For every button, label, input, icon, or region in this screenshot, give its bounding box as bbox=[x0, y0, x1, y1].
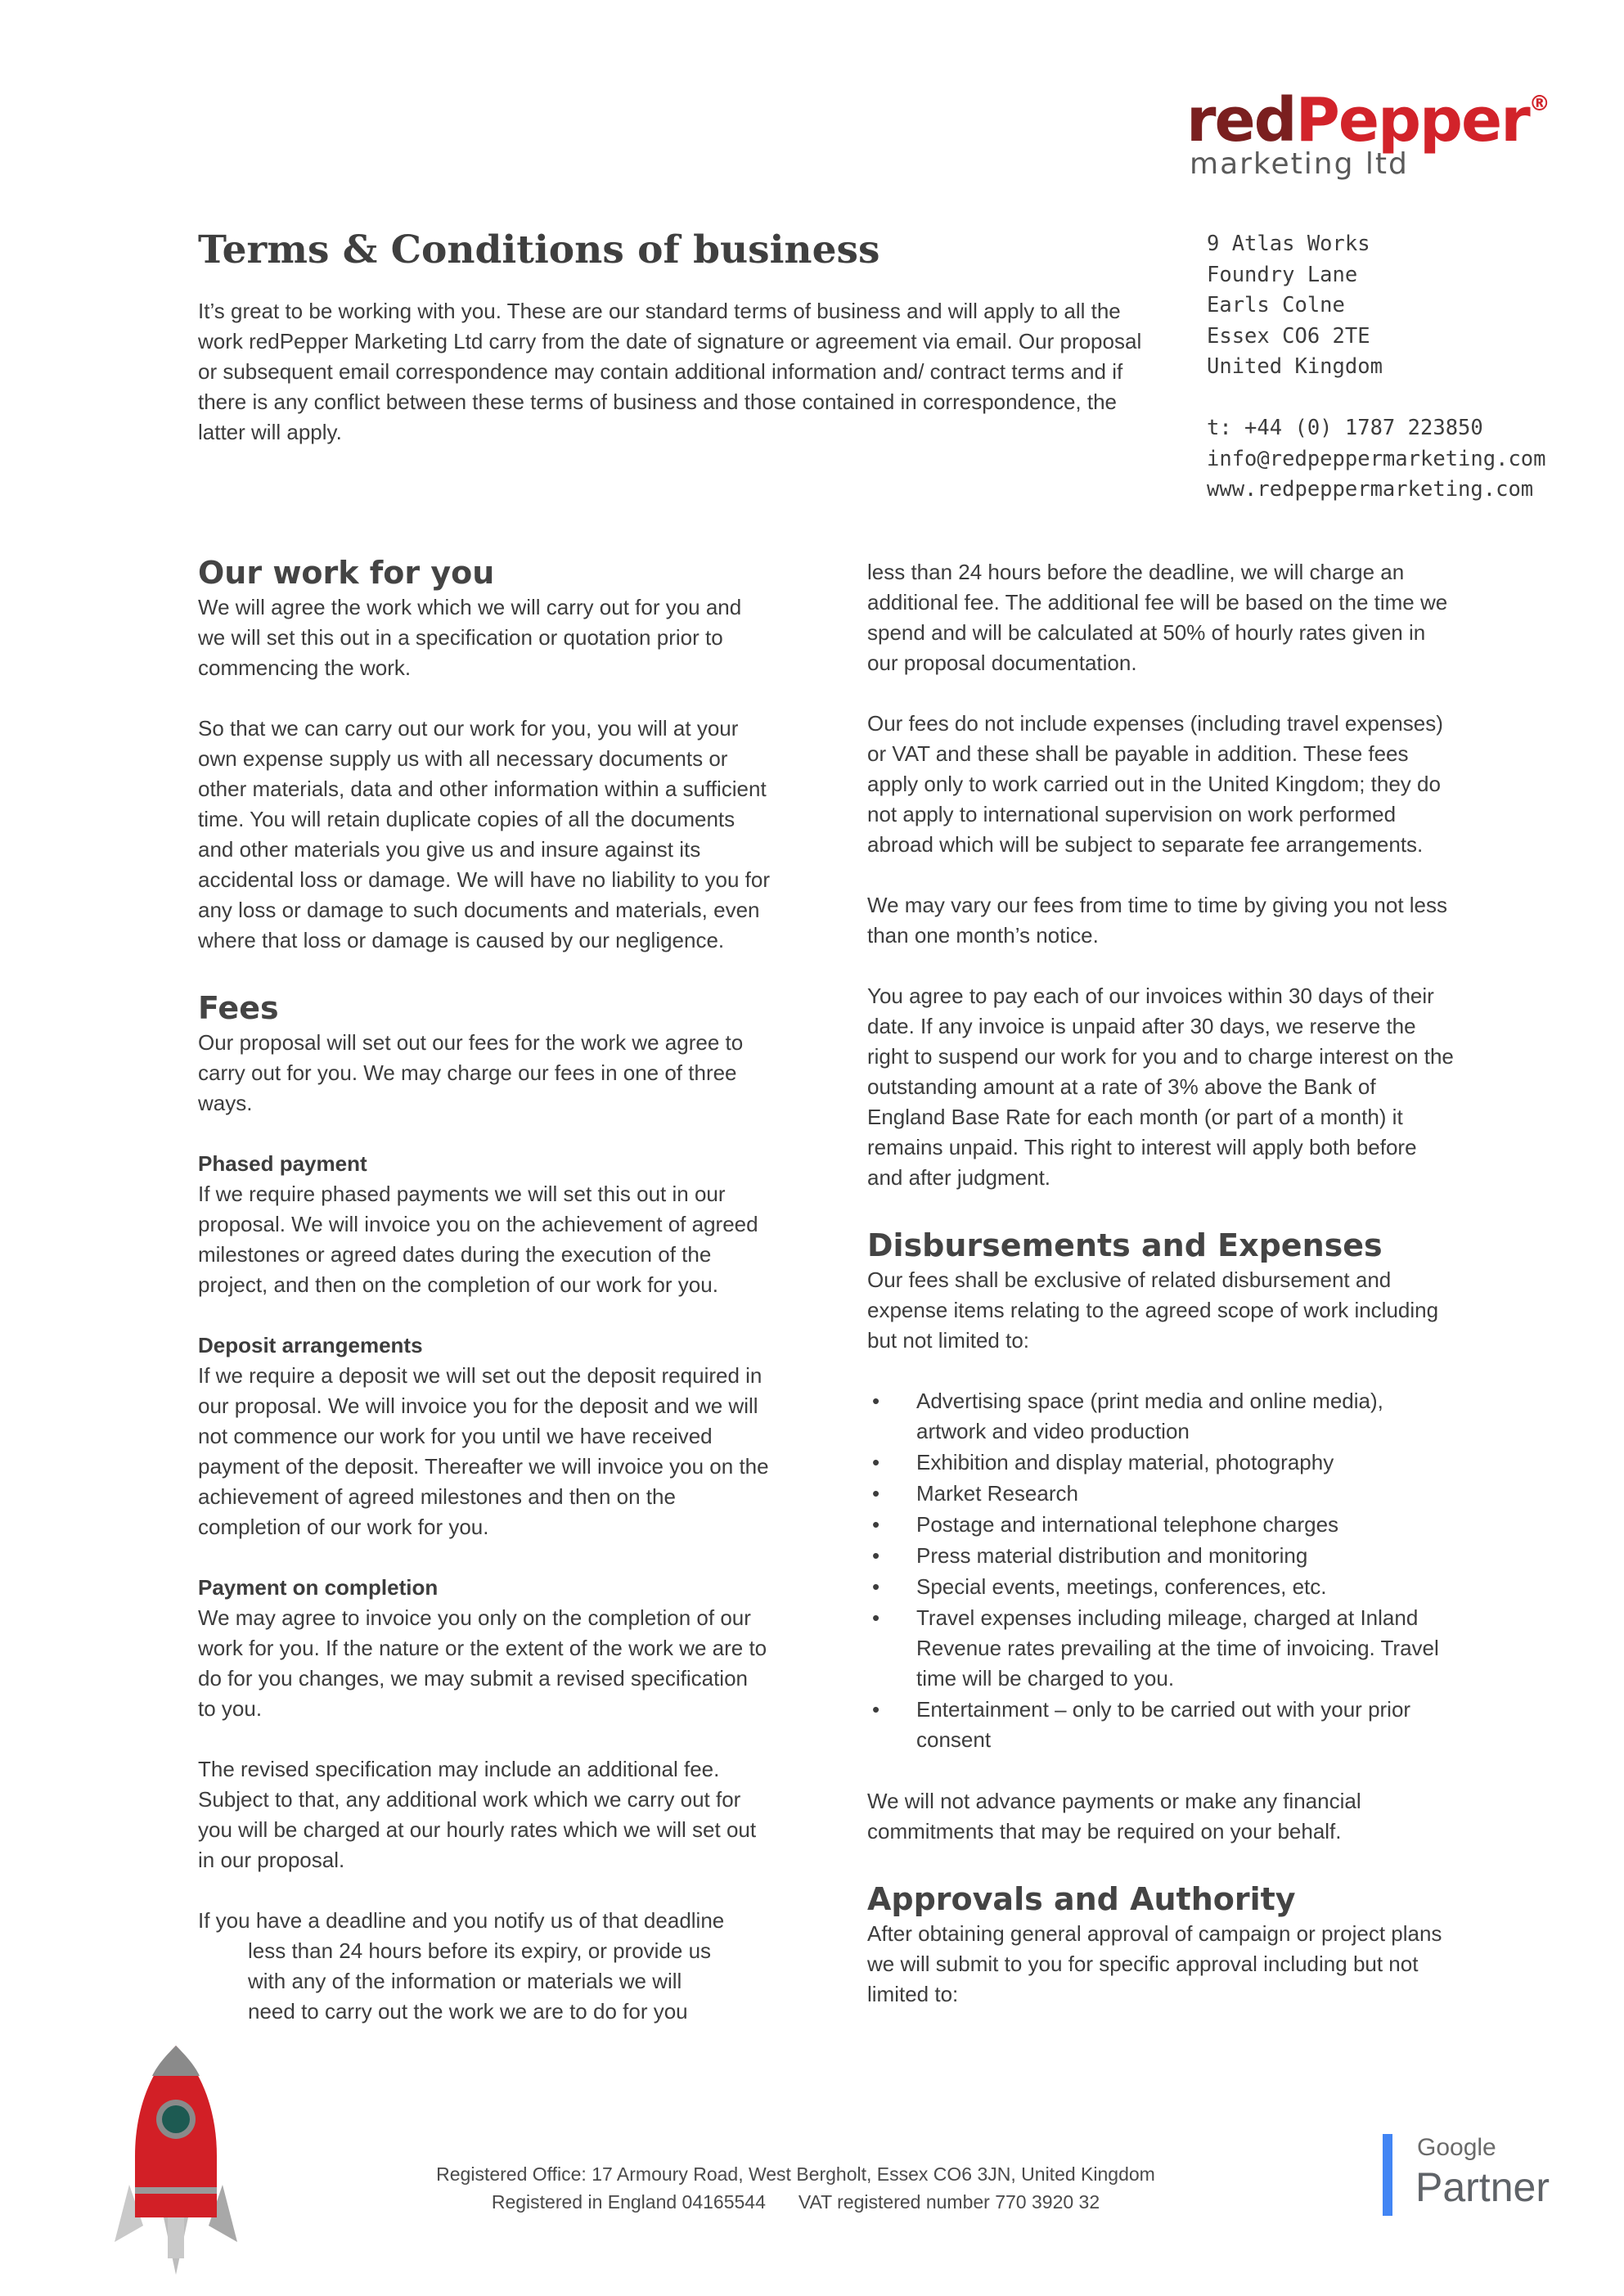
website-address: www.redpeppermarketing.com bbox=[1207, 477, 1534, 502]
registered-office: Registered Office: 17 Armoury Road, West Bergholt, Essex CO6 3JN, United Kingdom bbox=[436, 2163, 1155, 2185]
subheading-phased-payment: Phased payment bbox=[198, 1151, 367, 1176]
subheading-deposit-arrangements: Deposit arrangements bbox=[198, 1333, 423, 1357]
list-item bbox=[867, 1572, 1456, 1602]
bullet-icon: • bbox=[872, 1605, 880, 1630]
rocket-icon bbox=[115, 2042, 237, 2275]
list-item-text: Market Research bbox=[916, 1481, 1078, 1506]
section-heading-approvals: Approvals and Authority bbox=[867, 1881, 1296, 1917]
phone-number: t: +44 (0) 1787 223850 bbox=[1207, 416, 1483, 440]
company-logo bbox=[1186, 85, 1571, 188]
paragraph: You agree to pay each of our invoices within 30 days of their date. If any invoice is unpaid after 30 days, we reserve the right to suspend our work for you and to charge interest on the outstanding amount at a rate of 3% above the Bank of England Base Rate for each month (or part of a month) it remains unpaid. This right to interest will apply both before and after judgment. bbox=[867, 984, 1454, 1190]
address-line: Foundry Lane bbox=[1207, 262, 1358, 287]
section-heading-our-work: Our work for you bbox=[198, 555, 495, 591]
bullet-icon: • bbox=[872, 1481, 880, 1506]
address-line: 9 Atlas Works bbox=[1207, 232, 1370, 256]
google-partner-badge bbox=[1383, 2134, 1579, 2224]
paragraph: The revised specification may include an additional fee. Subject to that, any additional work which we carry out for you will be charged at our hourly rates which we will set out in our proposal. bbox=[198, 1757, 757, 1872]
address-line: Essex CO6 2TE bbox=[1207, 323, 1370, 349]
email-address: info@redpeppermarketing.com bbox=[1207, 446, 1546, 471]
paragraph: We will agree the work which we will carry out for you and we will set this out in a specification or quotation prior to commencing the work. bbox=[198, 595, 742, 680]
bullet-icon: • bbox=[872, 1543, 880, 1568]
paragraph: less than 24 hours before the deadline, we will charge an additional fee. The additional fee will be based on the time we spend and will be calculated at 50% of hourly rates given in our proposal documentation. bbox=[867, 560, 1448, 675]
address-block bbox=[1207, 229, 1546, 506]
footer bbox=[0, 2160, 1591, 2216]
paragraph: We may vary our fees from time to time by giving you not less than one month’s notice. bbox=[867, 893, 1448, 948]
page-title: Terms & Conditions of business bbox=[198, 227, 880, 272]
bullet-icon: • bbox=[872, 1389, 880, 1413]
list-item-text: Advertising space (print media and online media), artwork and video production bbox=[916, 1389, 1383, 1443]
bullet-icon: • bbox=[872, 1574, 880, 1599]
partner-label: Partner bbox=[1415, 2164, 1550, 2210]
list-item-text: Entertainment – only to be carried out with your prior consent bbox=[916, 1697, 1411, 1752]
paragraph: So that we can carry out our work for you, you will at your own expense supply us with all necessary documents or other materials, data and other information within a sufficient time. You will retain duplicate copies of all the documents and other materials you give us and insure against its accidental loss or damage. We will have no liability to you for any loss or damage to such documents and materials, even where that loss or damage is caused by our negligence. bbox=[198, 716, 770, 952]
google-wordmark: Google bbox=[1417, 2134, 1496, 2161]
indented-paragraph: less than 24 hours before its expiry, or provide us with any of the information or materials we will need to carry out the work we are to do for you bbox=[248, 1938, 712, 2024]
paragraph: Our proposal will set out our fees for the work we agree to carry out for you. We may charge our fees in one of three ways. bbox=[198, 1030, 744, 1115]
list-item bbox=[867, 1603, 1456, 1694]
logo-wordmark bbox=[1186, 85, 1571, 155]
list-item-text: Press material distribution and monitoring bbox=[916, 1543, 1308, 1568]
logo-registered-mark: ® bbox=[1528, 92, 1549, 116]
section-heading-disbursements: Disbursements and Expenses bbox=[867, 1227, 1383, 1263]
paragraph: We may agree to invoice you only on the completion of our work for you. If the nature or the extent of the work we are to do for you changes, we may submit a revised specification to you. bbox=[198, 1605, 767, 1721]
list-item-text: Exhibition and display material, photography bbox=[916, 1450, 1334, 1474]
vat-number: VAT registered number 770 3920 32 bbox=[798, 2191, 1100, 2213]
list-item bbox=[867, 1541, 1456, 1571]
bullet-icon: • bbox=[872, 1512, 880, 1537]
section-heading-fees: Fees bbox=[198, 990, 279, 1026]
left-column bbox=[198, 553, 771, 2027]
paragraph: Our fees do not include expenses (including travel expenses) or VAT and these shall be payable in addition. These fees apply only to work carried out in the United Kingdom; they do not apply to international supervision on work performed abroad which will be subject to separate fee arrangements. bbox=[867, 711, 1443, 857]
registration-line bbox=[0, 2188, 1591, 2216]
list-item bbox=[867, 1386, 1456, 1447]
bullet-icon: • bbox=[872, 1450, 880, 1474]
paragraph: If you have a deadline and you notify us of that deadline bbox=[198, 1908, 725, 1933]
list-item-text: Postage and international telephone charges bbox=[916, 1512, 1339, 1537]
disbursement-list bbox=[867, 1386, 1456, 1755]
logo-red: red bbox=[1186, 85, 1296, 155]
bullet-icon: • bbox=[872, 1697, 880, 1722]
list-item bbox=[867, 1695, 1456, 1755]
paragraph: If we require a deposit we will set out the deposit required in our proposal. We will invoice you for the deposit and we will not commence our work for you until we have received payment of the deposit. Thereafter we will invoice you on the achievement of agreed milestones and then on the completion of our work for you. bbox=[198, 1363, 769, 1539]
paragraph: We will not advance payments or make any financial commitments that may be required on your behalf. bbox=[867, 1789, 1361, 1844]
paragraph: If we require phased payments we will set this out in our proposal. We will invoice you on the achievement of agreed milestones or agreed dates during the execution of the project, and then on the completion of our work for you. bbox=[198, 1182, 758, 1297]
list-item-text: Special events, meetings, conferences, etc. bbox=[916, 1574, 1327, 1599]
list-item-text: Travel expenses including mileage, charged at Inland Revenue rates prevailing at the time of invoicing. Travel time will be charged to you. bbox=[916, 1605, 1439, 1690]
address-line: Earls Colne bbox=[1207, 293, 1345, 317]
list-item bbox=[867, 1510, 1456, 1540]
paragraph: Our fees shall be exclusive of related disbursement and expense items relating to the agreed scope of work including but not limited to: bbox=[867, 1267, 1439, 1353]
logo-subtitle: marketing ltd bbox=[1190, 147, 1409, 181]
address-line: United Kingdom bbox=[1207, 354, 1383, 379]
list-item bbox=[867, 1447, 1456, 1478]
right-column bbox=[867, 557, 1456, 2010]
badge-accent-bar bbox=[1383, 2134, 1392, 2216]
subheading-payment-on-completion: Payment on completion bbox=[198, 1575, 439, 1600]
logo-pepper: Pepper bbox=[1295, 85, 1529, 155]
paragraph: After obtaining general approval of campaign or project plans we will submit to you for specific approval including but not limited to: bbox=[867, 1921, 1442, 2006]
company-registration: Registered in England 04165544 bbox=[491, 2191, 766, 2213]
intro-paragraph: It’s great to be working with you. These are our standard terms of business and will apply to all the work redPepper Marketing Ltd carry from the date of signature or agreement via email. Our proposal or subsequent email correspondence may contain additional information and/ contract terms and if there is any conflict between these terms of business and those contained in correspondence, the latter will apply. bbox=[198, 299, 1142, 444]
list-item bbox=[867, 1479, 1456, 1509]
